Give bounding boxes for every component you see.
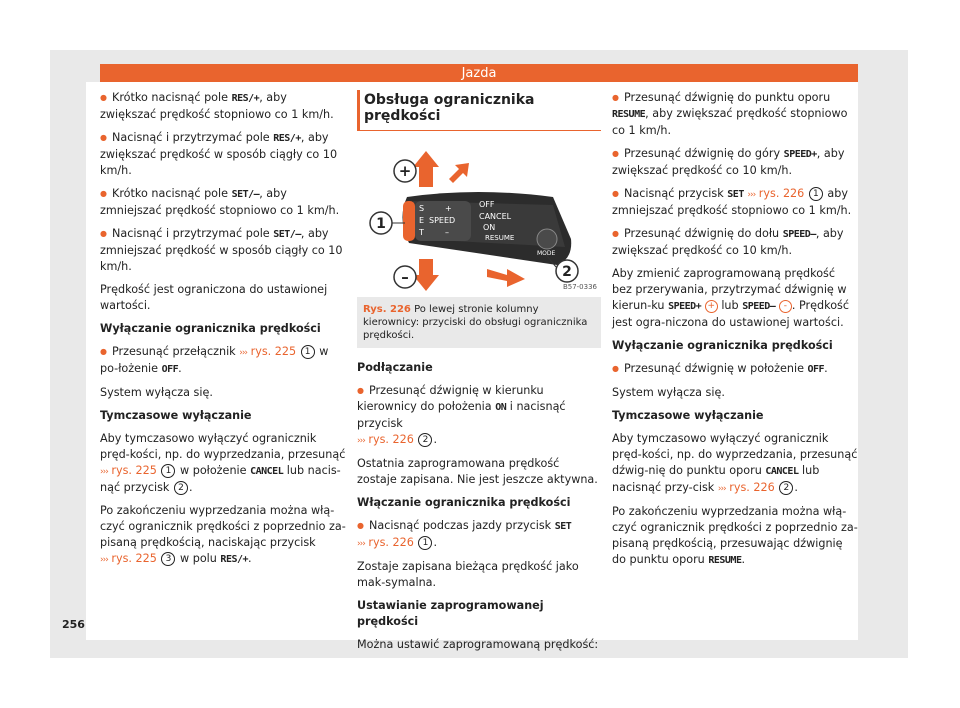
svg-text:E: E: [419, 216, 425, 225]
figure-link[interactable]: rys. 226: [368, 536, 414, 549]
bullet-set-minus-hold: ● Nacisnąć i przytrzymać pole SET/–, aby zmniejszać prędkość w sposób ciągły co 10 km/h.: [100, 226, 346, 275]
bullet-press-set: ● Nacisnąć podczas jazdy przycisk SET ››› rys. 226 1 .: [357, 518, 601, 552]
arrow-forward-icon: [487, 269, 525, 287]
figure-link[interactable]: rys. 225: [250, 345, 297, 358]
figure-link[interactable]: rys. 225: [111, 552, 157, 565]
figure-code: B57-0336: [562, 283, 597, 291]
bullet-speed-minus: ● Przesunąć dźwignię do dołu SPEED–, aby zwiększać prędkość co 10 km/h.: [612, 226, 858, 259]
set-button-highlight: [403, 201, 415, 241]
svg-text:ON: ON: [483, 223, 496, 232]
heading-enable: Włączanie ogranicznika prędkości: [357, 496, 571, 509]
svg-text:CANCEL: CANCEL: [479, 212, 512, 221]
paragraph-max: Zostaje zapisana bieżąca prędkość jako mak-symalna.: [357, 560, 579, 589]
figure-link[interactable]: rys. 226: [729, 481, 775, 494]
paragraph-limit: Prędkość jest ograniczona do ustawionej wartości.: [100, 283, 328, 312]
page-number: 256: [62, 618, 85, 631]
figure-link[interactable]: rys. 225: [111, 464, 157, 477]
svg-text:+: +: [445, 204, 452, 213]
svg-text:–: –: [401, 268, 409, 286]
section-title: Obsługa ogranicznika prędkości: [357, 90, 601, 131]
paragraph-set-speed: Można ustawić zaprogramowaną prędkość:: [357, 638, 599, 651]
svg-text:SPEED: SPEED: [429, 216, 456, 225]
column-right: [612, 90, 858, 576]
paragraph-temp-disable: Aby tymczasowo wyłączyć ogranicznik pręd-kości, np. do wyprzedzania, przesunąć ››› rys. 225 1 w położenie CANCEL lub nacis-nąć przycisk 2 .: [100, 432, 346, 494]
bullet-speed-plus: ● Przesunąć dźwignię do góry SPEED+, aby zwiększać prędkość co 10 km/h.: [612, 146, 858, 179]
mode-icon: [537, 229, 557, 249]
svg-text:1: 1: [376, 216, 386, 232]
paragraph-change-speed: Aby zmienić zaprogramowaną prędkość bez przerywania, przytrzymać dźwignię w kierun-ku SPEED+ + lub SPEED– - . Prędkość jest ogra-niczona do ustawionej wartości.: [612, 267, 850, 329]
bullet-set-minus-short: ● Krótko nacisnąć pole SET/–, aby zmniejszać prędkość stopniowo co 1 km/h.: [100, 186, 346, 219]
svg-text:T: T: [419, 228, 424, 237]
paragraph-system-off: System wyłącza się.: [612, 386, 725, 399]
bullet-resume: ● Przesunąć dźwignię do punktu oporu RESUME, aby zwiększać prędkość stopniowo co 1 km/h.: [612, 90, 858, 139]
arrow-down-icon: [413, 259, 439, 291]
paragraph-saved: Ostatnia zaprogramowana prędkość zostaje zapisana. Nie jest jeszcze aktywna.: [357, 457, 598, 486]
heading-connect: Podłączanie: [357, 361, 433, 374]
bullet-switch-off: ● Przesunąć przełącznik ››› rys. 225 1 w po-łożenie OFF.: [100, 344, 346, 378]
bullet-res-plus-hold: ● Nacisnąć i przytrzymać pole RES/+, aby zwiększać prędkość w sposób ciągły co 10 km/h.: [100, 130, 346, 179]
figure-caption: Rys. 226 Po lewej stronie kolumny kierownicy: przyciski do obsługi ogranicznika prędkości.: [357, 297, 601, 348]
svg-text:S: S: [419, 204, 425, 213]
bullet-res-plus-short: ● Krótko nacisnąć pole RES/+, aby zwiększać prędkość stopniowo co 1 km/h.: [100, 90, 346, 123]
bullet-set: ● Nacisnąć przycisk SET ››› rys. 226 1 aby zmniejszać prędkość stopniowo co 1 km/h.: [612, 186, 858, 219]
heading-temp-disable: Tymczasowe wyłączanie: [612, 409, 764, 422]
arrow-diagonal-icon: [449, 163, 469, 183]
stalk-illustration: [357, 147, 601, 297]
heading-disable: Wyłączanie ogranicznika prędkości: [612, 339, 833, 352]
figure-link[interactable]: rys. 226: [758, 187, 805, 200]
column-left: [100, 90, 346, 575]
bullet-lever-off: ● Przesunąć dźwignię w położenie OFF.: [612, 361, 858, 378]
svg-text:–: –: [445, 228, 449, 237]
heading-set-speed: Ustawianie zaprogramowanej prędkości: [357, 599, 544, 628]
heading-disable: Wyłączanie ogranicznika prędkości: [100, 322, 321, 335]
bullet-move-on: ● Przesunąć dźwignię w kierunku kierownicy do położenia ON i nacisnąć przycisk ››› rys. 226 2 .: [357, 383, 601, 449]
svg-text:2: 2: [562, 264, 572, 280]
figure-link[interactable]: rys. 226: [368, 433, 414, 446]
svg-text:+: +: [398, 162, 412, 180]
paragraph-resume: Po zakończeniu wyprzedzania można włą-czyć ogranicznik prędkości z poprzednio za-pisaną prędkością, naciskając przycisk ››› rys. 225 3 w polu RES/+.: [100, 504, 346, 565]
svg-text:OFF: OFF: [479, 200, 495, 209]
arrow-up-icon: [413, 151, 439, 187]
svg-text:MODE: MODE: [537, 250, 556, 257]
heading-temp-disable: Tymczasowe wyłączanie: [100, 409, 252, 422]
figure-stalk: [357, 147, 601, 297]
paragraph-temp-disable: Aby tymczasowo wyłączyć ogranicznik pręd-kości, np. do wyprzedzania, przesunąć dźwig-nię do punktu oporu CANCEL lub nacisnąć przy-cisk ››› rys. 226 2 .: [612, 432, 858, 494]
svg-text:RESUME: RESUME: [485, 234, 515, 242]
column-middle: [357, 90, 601, 660]
section-header: Jazda: [100, 64, 858, 84]
paragraph-system-off: System wyłącza się.: [100, 386, 213, 399]
paragraph-resume: Po zakończeniu wyprzedzania można włą-czyć ogranicznik prędkości z poprzednio za-pisaną prędkością, przesuwając dźwignię do punktu oporu RESUME.: [612, 505, 858, 566]
